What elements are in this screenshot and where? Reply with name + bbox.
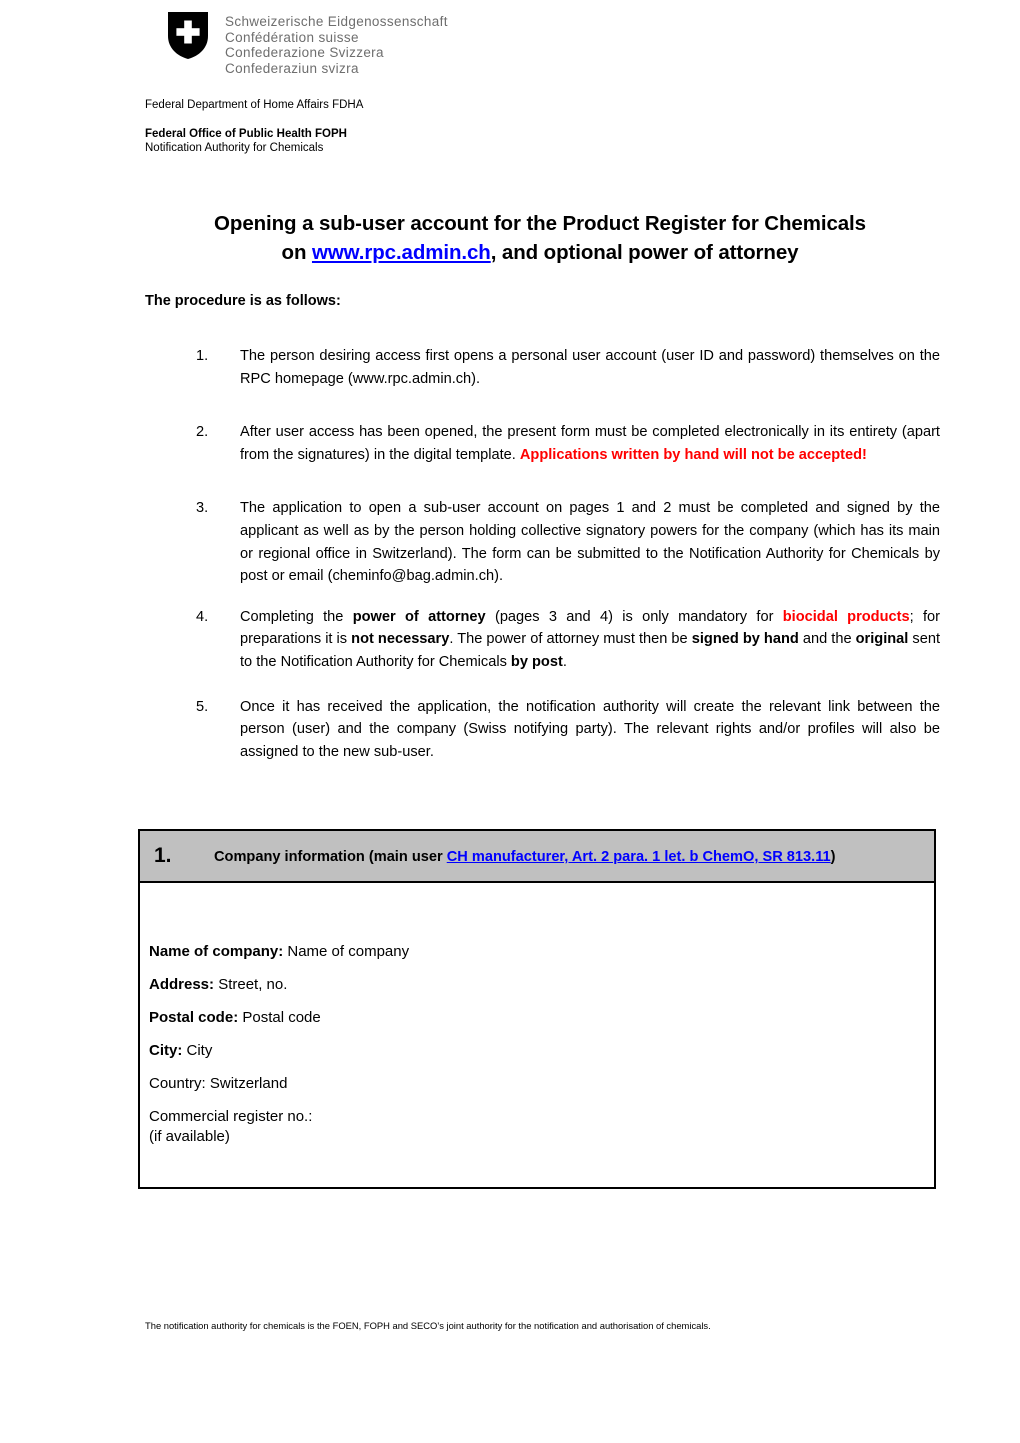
step-number: 5. — [196, 698, 209, 715]
field-value-text[interactable]: Street, no. — [218, 976, 288, 993]
section-title-post: ) — [830, 849, 836, 865]
field-value-text[interactable]: City — [186, 1042, 213, 1059]
step-text — [240, 606, 940, 674]
step-number: 4. — [196, 608, 209, 625]
conf-name-de: Schweizerische Eidgenossenschaft — [225, 14, 448, 29]
department-block — [145, 98, 363, 155]
list-item — [196, 421, 940, 466]
field-city — [149, 1041, 934, 1061]
list-item — [196, 696, 940, 764]
list-item — [196, 497, 940, 587]
masthead — [168, 12, 448, 76]
page-title-line2 — [145, 238, 935, 267]
company-information-box — [138, 829, 936, 1189]
field-label: Name of company: — [149, 943, 284, 960]
page-footer: The notification authority for chemicals is the FOEN, FOPH and SECO’s joint authority for the notification and authorisation of chemicals. — [145, 1320, 711, 1331]
step4-biocidal-products: biocidal products — [782, 608, 910, 625]
list-item — [196, 606, 940, 674]
step4-power-of-attorney: power of attorney — [352, 608, 486, 625]
field-postal-code — [149, 1008, 934, 1028]
department-fdha: Federal Department of Home Affairs FDHA — [145, 99, 364, 111]
section-number: 1. — [154, 844, 172, 867]
page-title-line2-post: , and optional power of attorney — [490, 241, 799, 264]
swiss-coat-of-arms-icon — [168, 12, 208, 59]
conf-name-fr: Confédération suisse — [225, 29, 359, 45]
step4-original: original — [855, 631, 909, 648]
list-item — [196, 345, 940, 390]
field-value-text[interactable]: Postal code — [242, 1009, 321, 1026]
field-country — [149, 1074, 934, 1094]
field-label: Postal code: — [149, 1009, 239, 1026]
field-hint: (if available) — [149, 1128, 230, 1145]
department-foph: Federal Office of Public Health FOPH — [145, 128, 347, 140]
field-value-text[interactable]: Name of company — [287, 943, 410, 960]
step4-seg5: ; for preparations it is — [240, 608, 940, 648]
field-address — [149, 975, 934, 995]
procedure-lead: The procedure is as follows: — [145, 293, 341, 309]
warning-text: Applications written by hand will not be accepted! — [519, 446, 867, 463]
field-label: City: — [149, 1042, 183, 1059]
section-title — [214, 844, 920, 869]
field-commercial-register-no — [149, 1107, 934, 1147]
company-information-fields — [140, 883, 934, 1187]
step-text: Once it has received the application, the notification authority will create the relevant link between the person (user) and the company (Swiss notifying party). The relevant rights and/or profiles will also be assigned to the new sub-user. — [240, 698, 940, 760]
page-title-line1: Opening a sub-user account for the Product Register for Chemicals — [214, 212, 866, 235]
step-text — [240, 421, 940, 466]
step-text-plain: After user access has been opened, the present form must be completed electronically in its entirety (apart from the signatures) in the digital template. — [240, 424, 940, 463]
confederation-names — [225, 12, 448, 76]
step4-seg9: and the — [798, 631, 856, 648]
step4-not-necessary: not necessary — [351, 631, 450, 648]
department-notification-authority: Notification Authority for Chemicals — [145, 142, 324, 154]
step4-seg11: sent to the Notification Authority for Chemicals — [240, 631, 940, 670]
step-number: 2. — [196, 424, 209, 441]
conf-name-it: Confederazione Svizzera — [225, 45, 384, 61]
company-information-header — [140, 831, 934, 883]
step-text: The application to open a sub-user account on pages 1 and 2 must be completed and signed by the applicant as well as by the person holding collective signatory powers for the company (which has its main or regional office in Switzerland). The form can be submitted to the Notification Authority for Chemicals by post or email (cheminfo@bag.admin.ch). — [240, 500, 940, 585]
field-label: Country: — [149, 1075, 206, 1092]
step-text: The person desiring access first opens a personal user account (user ID and password) themselves on the RPC homepage (www.rpc.admin.ch). — [240, 348, 940, 387]
step4-signed-by-hand: signed by hand — [691, 631, 799, 648]
field-label: Address: — [149, 976, 215, 993]
step4-seg13: . — [562, 653, 567, 670]
step4-seg7: . The power of attorney must then be — [449, 631, 692, 648]
field-label: Commercial register no.: — [149, 1108, 313, 1125]
step4-seg3: (pages 3 and 4) is only mandatory for — [485, 608, 783, 625]
field-value-text[interactable]: Switzerland — [209, 1075, 288, 1092]
step-number: 3. — [196, 500, 209, 517]
rpc-website-link[interactable]: www.rpc.admin.ch — [311, 241, 491, 264]
field-name-of-company — [149, 942, 934, 962]
procedure-steps-list — [196, 345, 940, 763]
conf-name-rm: Confederaziun svizra — [225, 60, 359, 76]
step4-by-post: by post — [510, 653, 563, 670]
section-title-pre: Company information (main user — [214, 849, 447, 865]
chemo-regulation-link[interactable]: CH manufacturer, Art. 2 para. 1 let. b ChemO, SR 813.11 — [446, 849, 831, 865]
step4-seg1: Completing the — [240, 608, 353, 625]
page-title-line2-pre: on — [281, 241, 312, 264]
page-title — [145, 209, 935, 267]
step-number: 1. — [196, 348, 209, 364]
